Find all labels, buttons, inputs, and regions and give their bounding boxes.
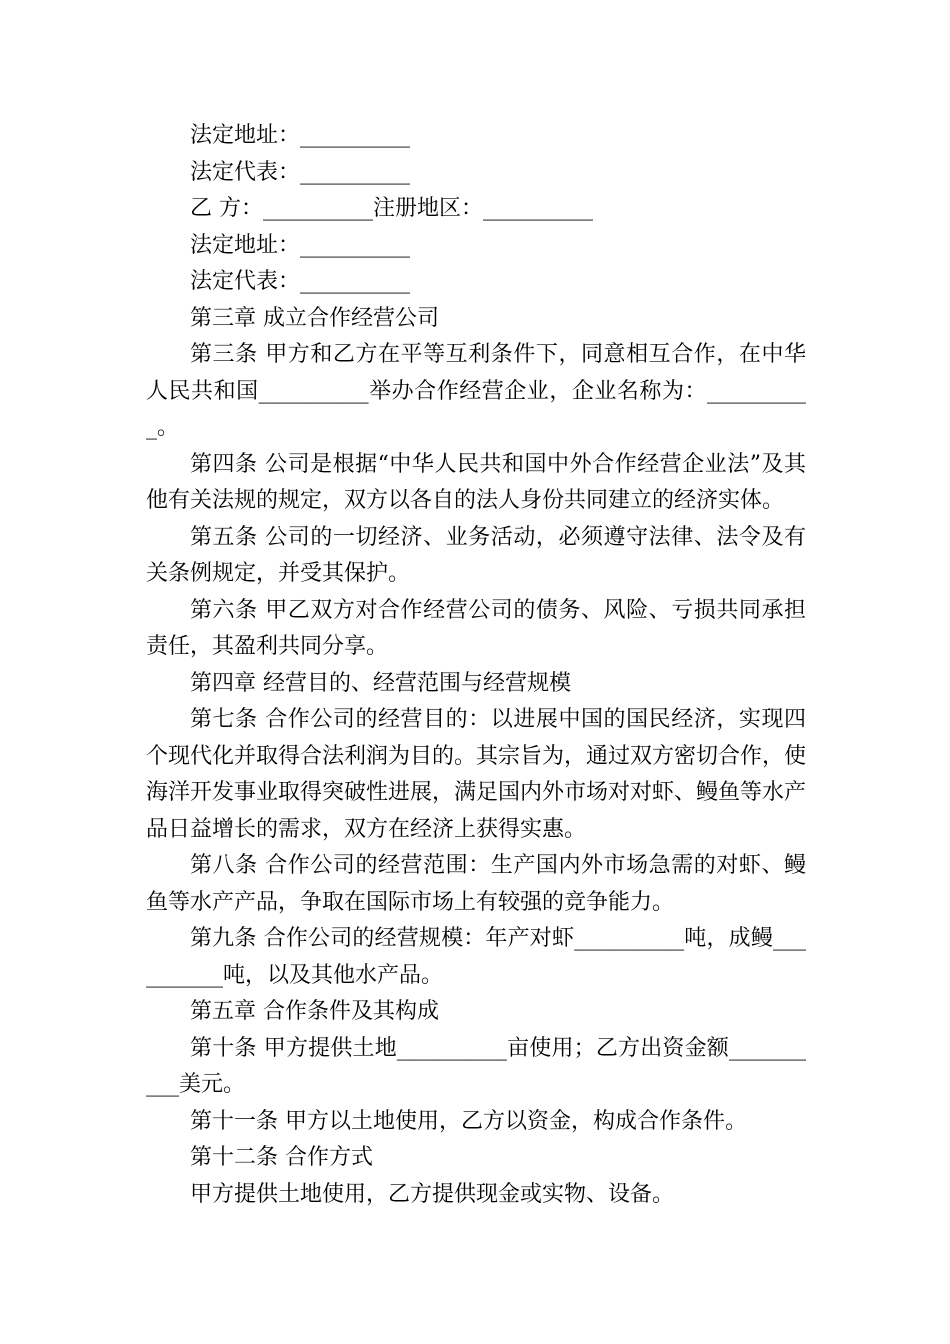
chapter-5-heading: 第五章 合作条件及其构成	[190, 999, 439, 1024]
chapter-4-heading: 第四章 经营目的、经营范围与经营规模	[190, 670, 571, 696]
article-12-content: 甲方提供土地使用，乙方提供现金或实物、设备。	[190, 1181, 675, 1207]
article-6: 第六条 甲乙双方对合作经营公司的债务、风险、亏损共同承担责任，其盈利共同分享。	[146, 597, 806, 659]
article-4: 第四条 公司是根据“中华人民共和国中外合作经营企业法”及其他有关法规的规定，双方以各自的法人身份共同建立的经济实体。	[146, 451, 806, 513]
article-10: 第十条 甲方提供土地__________亩使用；乙方出资金额__________美元。	[146, 1035, 806, 1097]
article-7: 第七条 合作公司的经营目的：以进展中国的国民经济，实现四个现代化并取得合法利润为目的。其宗旨为，通过双方密切合作，使海洋开发事业取得突破性进展，满足国内外市场对对虾、鳗鱼等水产品日益增长的需求，双方在经济上获得实惠。	[146, 707, 807, 842]
chapter-3-heading: 第三章 成立合作经营公司	[190, 305, 439, 331]
article-11: 第十一条 甲方以土地使用，乙方以资金，构成合作条件。	[190, 1108, 747, 1134]
article-12-heading: 第十二条 合作方式	[190, 1145, 373, 1170]
article-9: 第九条 合作公司的经营规模：年产对虾__________吨，成鳗__________吨，以及其他水产品。	[146, 926, 806, 988]
contract-body	[146, 118, 806, 1213]
clause-party-b: 乙 方：__________注册地区：__________	[190, 196, 593, 221]
article-3: 第三条 甲方和乙方在平等互利条件下，同意相互合作，在中华人民共和国__________举办合作经营企业，企业名称为：__________。	[146, 342, 806, 440]
clause-legal-address-b: 法定地址：__________	[190, 232, 411, 258]
clause-legal-rep-a: 法定代表：__________	[190, 159, 411, 185]
clause-legal-address-a: 法定地址：__________	[190, 123, 411, 148]
article-5: 第五条 公司的一切经济、业务活动，必须遵守法律、法令及有关条例规定，并受其保护。	[146, 524, 806, 586]
article-8: 第八条 合作公司的经营范围：生产国内外市场急需的对虾、鳗鱼等水产产品，争取在国际市场上有较强的竞争能力。	[146, 853, 806, 915]
clause-legal-rep-b: 法定代表：__________	[190, 269, 411, 294]
